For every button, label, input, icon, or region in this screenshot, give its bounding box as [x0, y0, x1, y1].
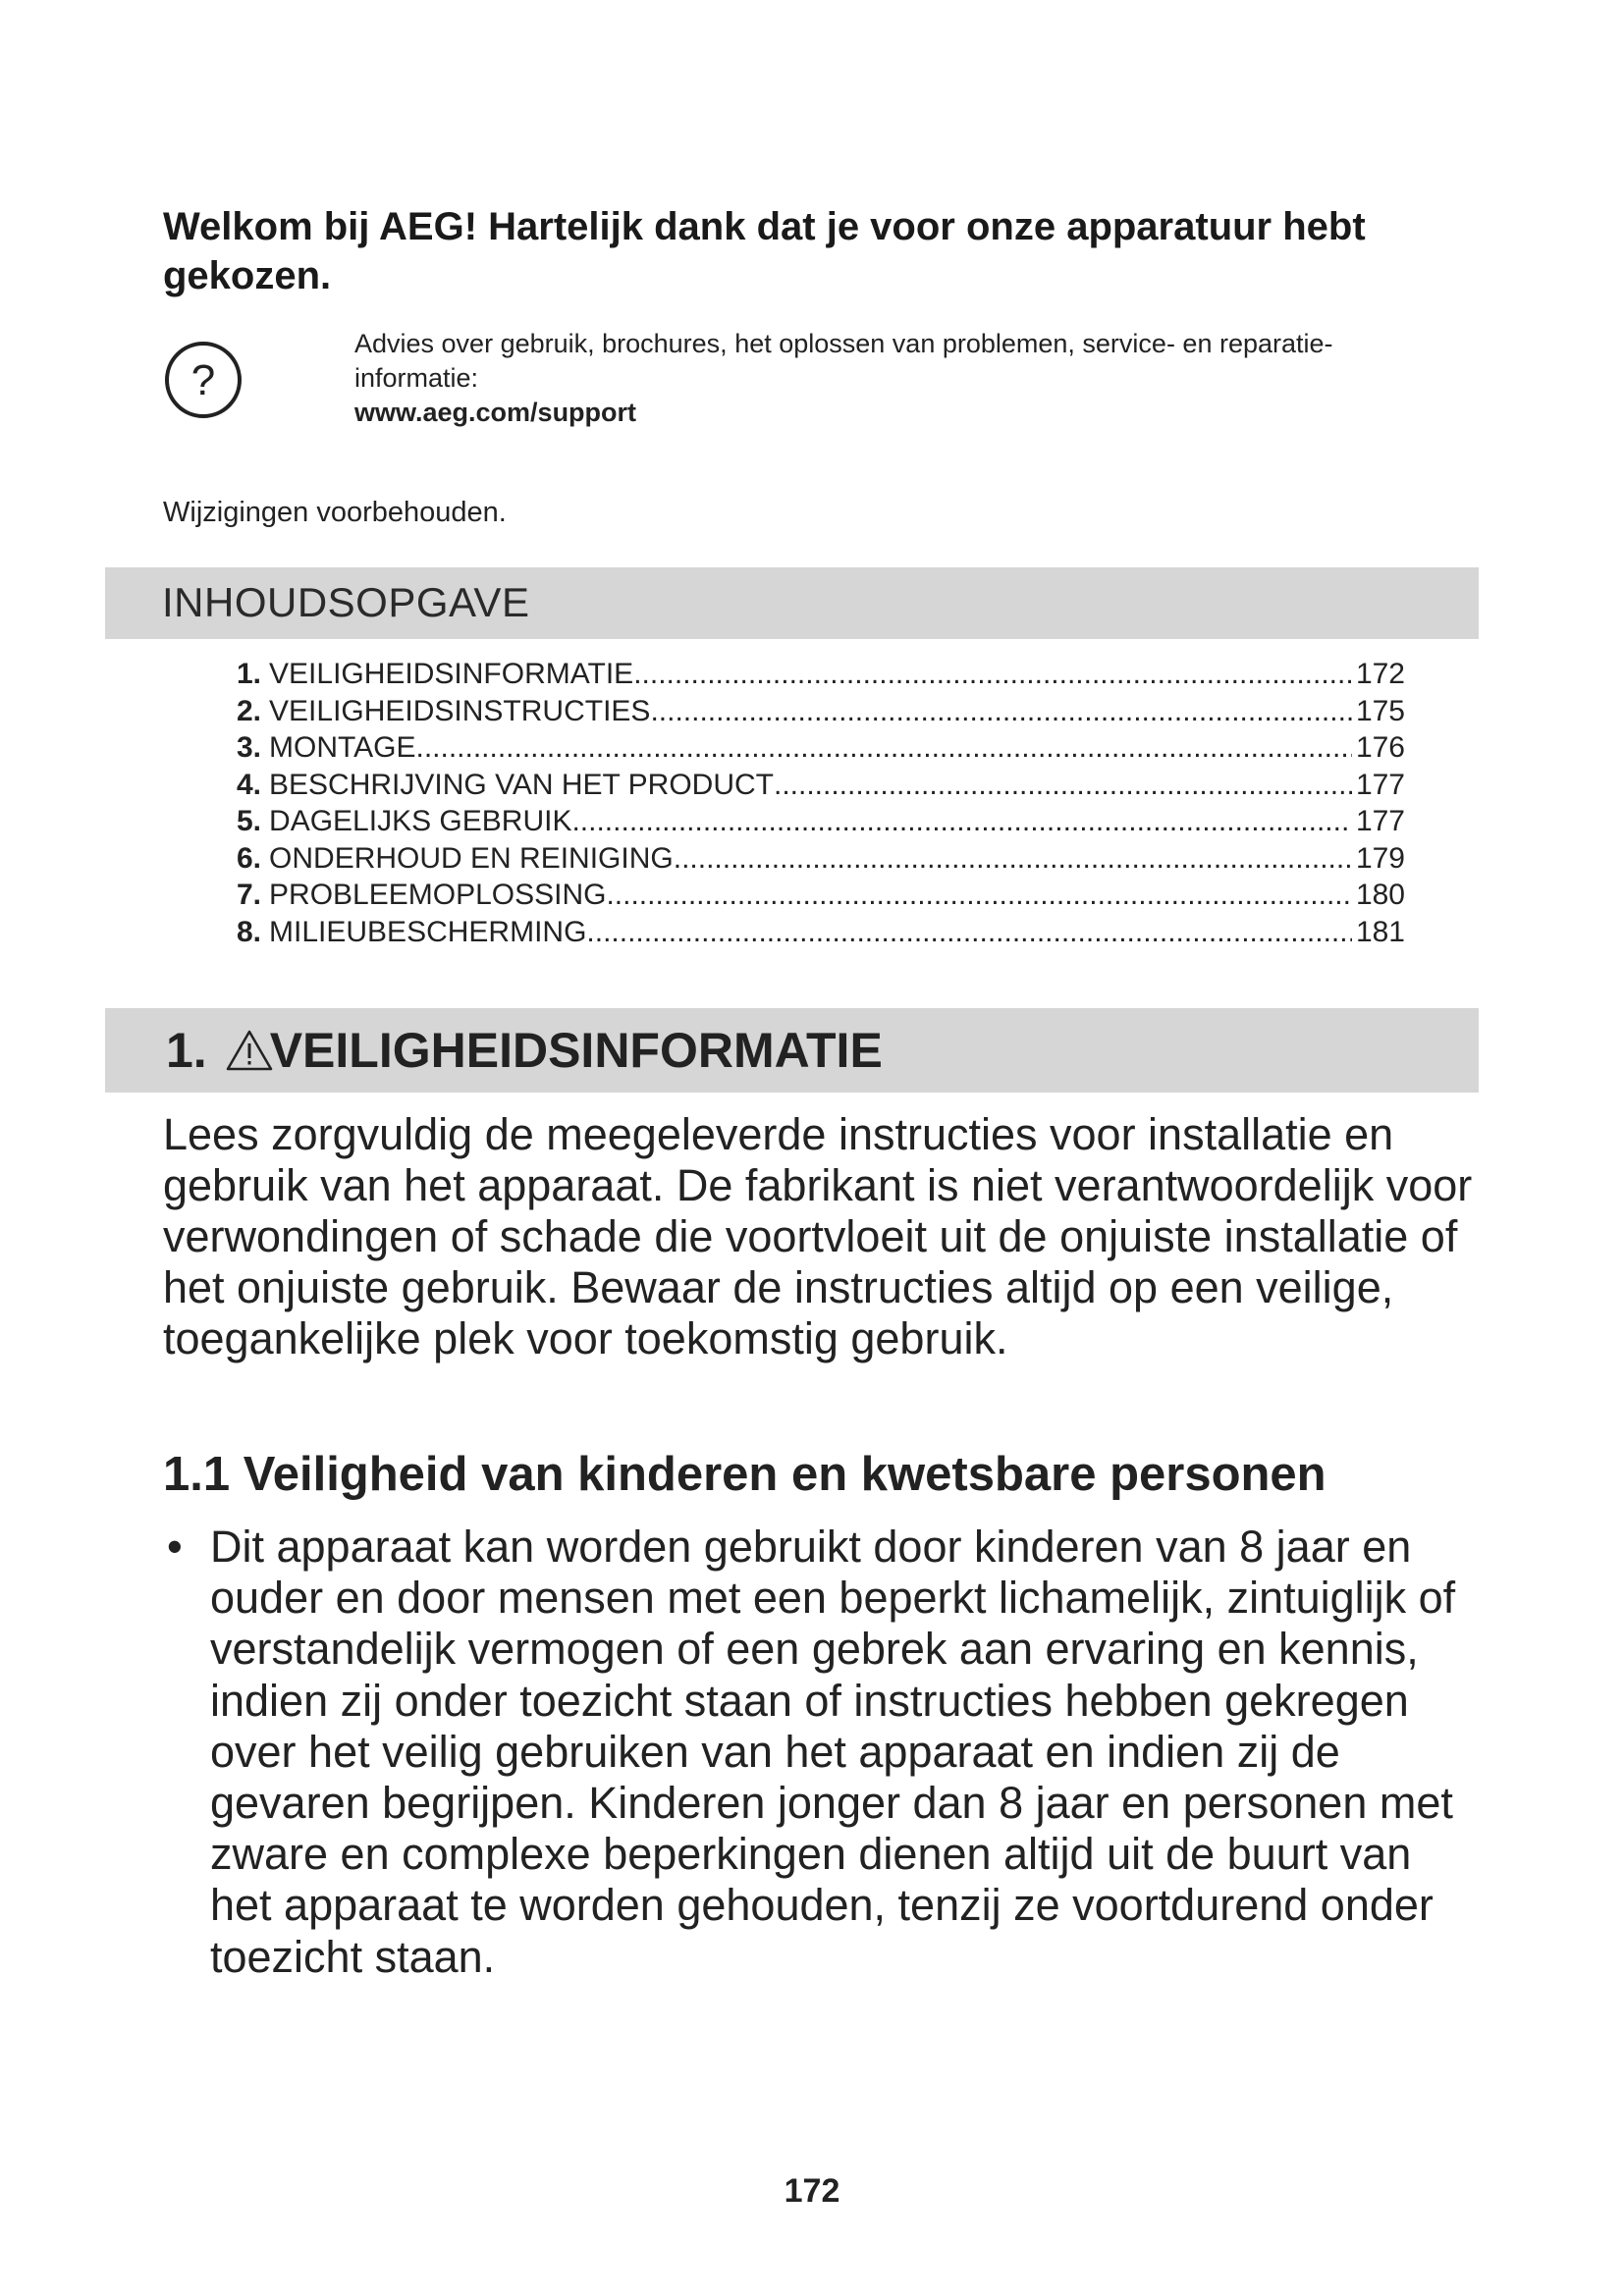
changes-notice: Wijzigingen voorbehouden.: [163, 497, 507, 528]
intro-paragraph: Lees zorgvuldig de meegeleverde instructies voor installatie en gebruik van het apparaat. De fabrikant is niet verantwoordelijk voor verwondingen of schade die voortvloeit uit de onjuiste installatie of het onjuiste gebruik. Bewaar de instructies altijd op een veilige, toegankelijke plek voor toekomstig gebruik.: [163, 1109, 1473, 1363]
toc-item-page: 177: [1355, 805, 1405, 837]
toc-item-number: 6.: [237, 841, 262, 875]
bullet-item: [167, 1522, 1483, 1983]
toc-item-number: 2.: [237, 694, 262, 727]
toc-item-label: PROBLEEMOPLOSSING: [269, 879, 607, 911]
page-number: 172: [784, 2172, 840, 2210]
toc-leader-dots: [674, 840, 1352, 878]
toc-leader-dots: [633, 656, 1352, 693]
toc-leader-dots: [774, 767, 1352, 804]
toc-item-label: ONDERHOUD EN REINIGING: [269, 841, 674, 875]
toc-item-number: 3.: [237, 731, 262, 764]
toc-item-label: BESCHRIJVING VAN HET PRODUCT: [269, 768, 774, 801]
toc-item-number: 8.: [237, 915, 262, 948]
section-title-text: VEILIGHEIDSINFORMATIE: [269, 1023, 883, 1078]
table-of-contents: [237, 656, 1405, 950]
question-circle-icon: [163, 340, 244, 420]
toc-item-label: DAGELIJKS GEBRUIK: [269, 805, 572, 837]
svg-text:?: ?: [190, 356, 216, 404]
toc-leader-dots: [650, 693, 1352, 730]
section-header-bar: [105, 1008, 1479, 1093]
toc-leader-dots: [415, 729, 1351, 767]
toc-title: INHOUDSOPGAVE: [162, 579, 530, 625]
toc-item[interactable]: [237, 693, 1405, 730]
toc-item[interactable]: [237, 877, 1405, 914]
welcome-line-2: gekozen.: [163, 254, 332, 297]
toc-item-number: 7.: [237, 879, 262, 911]
toc-item-label: MONTAGE: [269, 731, 416, 764]
support-text-line-1: Advies over gebruik, brochures, het oplossen van problemen, service- en reparatie-: [354, 329, 1333, 358]
section-number: 1.: [166, 1023, 207, 1078]
toc-item-page: 180: [1355, 879, 1405, 911]
toc-item-page: 179: [1355, 841, 1405, 875]
support-info: [354, 327, 1474, 430]
toc-item[interactable]: [237, 914, 1405, 951]
bullet-text: Dit apparaat kan worden gebruikt door kinderen van 8 jaar en ouder en door mensen met een beperkt lichamelijk, zintuiglijk of verstandelijk vermogen of een gebrek aan ervaring en kennis, indien zij onder toezicht staan of instructies hebben gekregen over het veilig gebruiken van het apparaat en indien zij de gevaren begrijpen. Kinderen jonger dan 8 jaar en personen met zware en complexe beperkingen dienen altijd uit de buurt van het apparaat te worden gehouden, tenzij ze voortdurend onder toezicht staan.: [210, 1522, 1456, 1982]
support-text-line-2: informatie:: [354, 363, 479, 393]
section-title: [166, 1022, 883, 1079]
toc-item-number: 5.: [237, 805, 262, 837]
toc-header-bar: [105, 567, 1479, 639]
bullet-symbol: •: [167, 1522, 183, 1572]
toc-leader-dots: [586, 914, 1352, 951]
toc-item-page: 176: [1355, 731, 1405, 764]
warning-triangle-icon: [225, 1028, 274, 1073]
toc-item-page: 172: [1355, 658, 1405, 690]
toc-item[interactable]: [237, 767, 1405, 804]
subsection-heading: 1.1 Veiligheid van kinderen en kwetsbare personen: [163, 1448, 1326, 1501]
toc-item[interactable]: [237, 656, 1405, 693]
welcome-heading: [163, 202, 1479, 300]
toc-item[interactable]: [237, 729, 1405, 767]
toc-item-label: MILIEUBESCHERMING: [269, 915, 587, 948]
toc-item-number: 1.: [237, 658, 262, 690]
toc-item-label: VEILIGHEIDSINSTRUCTIES: [269, 694, 651, 727]
toc-item-page: 175: [1355, 694, 1405, 727]
toc-leader-dots: [606, 877, 1351, 914]
toc-item-page: 177: [1355, 768, 1405, 801]
toc-leader-dots: [571, 803, 1351, 840]
toc-item-page: 181: [1355, 915, 1405, 948]
toc-item[interactable]: [237, 803, 1405, 840]
welcome-line-1: Welkom bij AEG! Hartelijk dank dat je voor onze apparatuur hebt: [163, 205, 1366, 248]
support-link[interactable]: www.aeg.com/support: [354, 398, 637, 427]
toc-item-label: VEILIGHEIDSINFORMATIE: [269, 658, 634, 690]
toc-item-number: 4.: [237, 768, 262, 801]
toc-item[interactable]: [237, 840, 1405, 878]
